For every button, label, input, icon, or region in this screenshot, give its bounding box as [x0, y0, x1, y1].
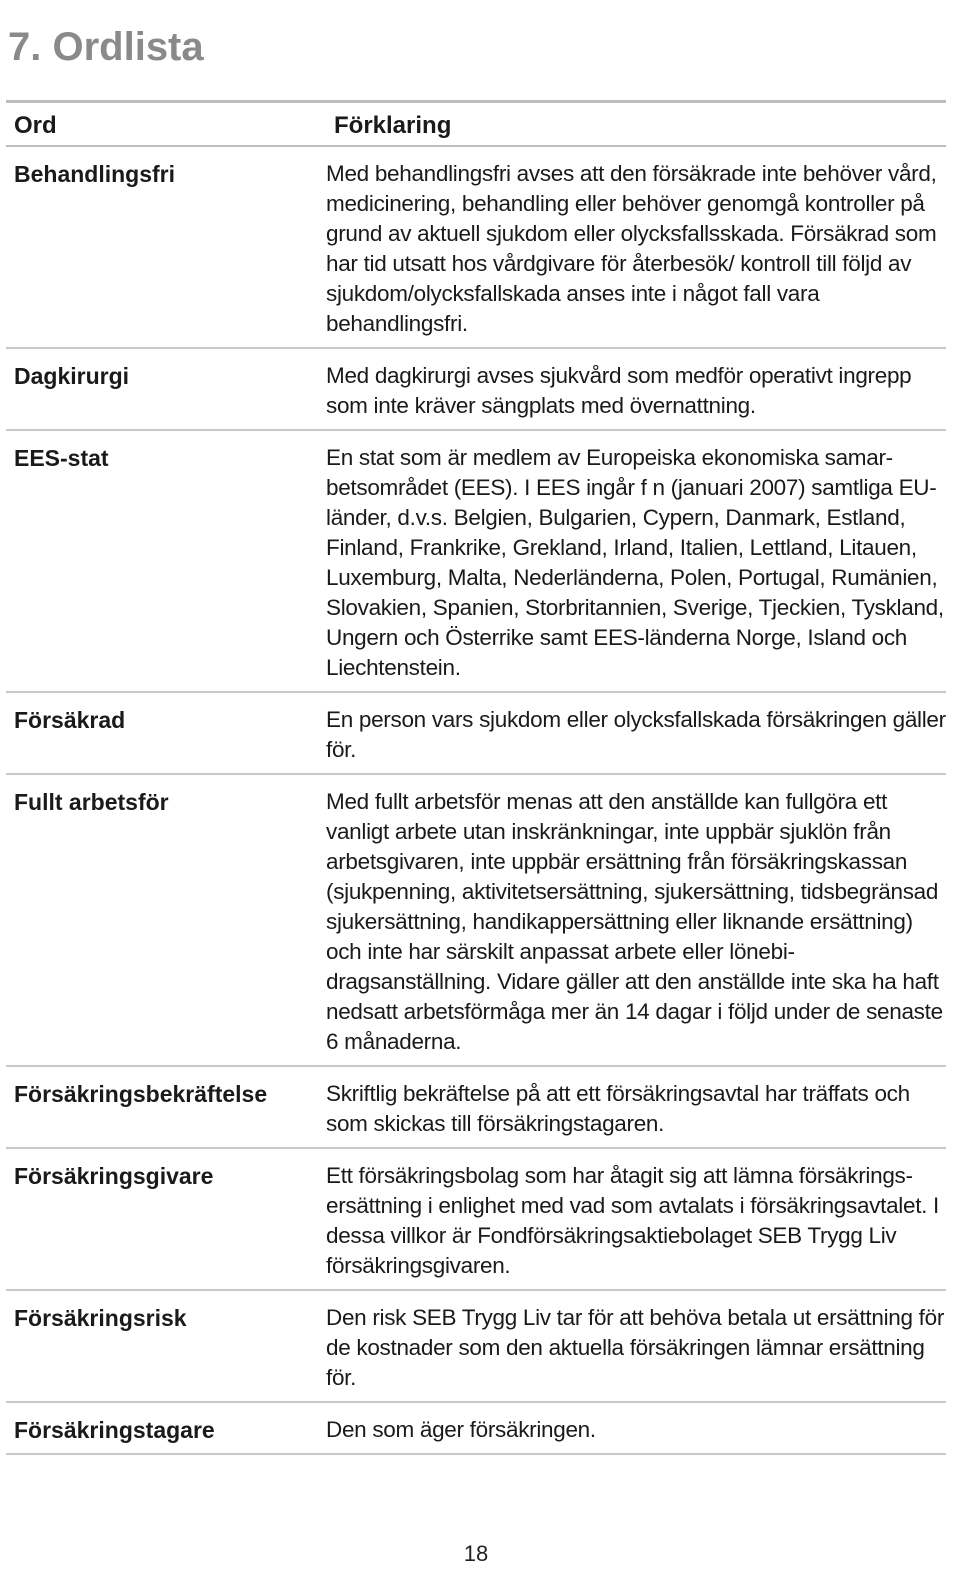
table-row — [6, 1066, 946, 1148]
term-cell: Försäkrad — [6, 692, 312, 774]
term-cell: Försäkringsgivare — [6, 1148, 312, 1290]
definition-cell: En stat som är medlem av Europeiska ekonomiska samarbetsområdet (EES). I EES ingår f n (januari 2007) samtliga EU-länder, d.v.s. Belgien, Bulgarien, Cypern, Danmark, Estland, Finland, Frankrike, Grekland, Irland, Italien, Lettland, Litauen, Luxemburg, Malta, Nederländerna, Polen, Portugal, Rumänien, Slovakien, Spanien, Storbritannien, Sverige, Tjeckien, Tyskland, Ungern och Österrike samt EES-länderna Norge, Island och Liechtenstein. — [312, 430, 946, 692]
definition-cell: Den risk SEB Trygg Liv tar för att behöva betala ut ersättning för de kostnader som den aktuella försäkringen lämnar ersättning för. — [312, 1290, 946, 1402]
definition-cell: Med fullt arbetsför menas att den anställde kan fullgöra ett vanligt arbete utan inskränkningar, inte uppbär sjuklön från arbetsgivaren, inte uppbär ersättning från försäkringskassan (sjukpenning, aktivitetsersättning, sjukersättning, tidsbegränsad sjukersättning, handikappersättning eller liknande ersättning) och inte har särskilt anpassat arbete eller lönebidragsanställning. Vidare gäller att den anställde inte ska ha haft nedsatt arbetsförmåga mer än 14 dagar i följd under de senaste 6 månaderna. — [312, 774, 946, 1066]
page-title: 7. Ordlista — [8, 24, 204, 69]
table-row — [6, 348, 946, 430]
table-row — [6, 430, 946, 692]
table-row — [6, 1148, 946, 1290]
term-cell: Försäkringsbekräftelse — [6, 1066, 312, 1148]
table-row — [6, 1402, 946, 1454]
column-header-term: Ord — [6, 102, 312, 147]
table-row — [6, 774, 946, 1066]
term-cell: Fullt arbetsför — [6, 774, 312, 1066]
term-cell: Försäkringsrisk — [6, 1290, 312, 1402]
header-row — [6, 102, 946, 147]
definition-cell: En person vars sjukdom eller olycksfallskada försäkringen gäller för. — [312, 692, 946, 774]
glossary-table — [6, 100, 946, 1455]
definition-cell: Den som äger försäkringen. — [312, 1402, 946, 1454]
definition-cell: Skriftlig bekräftelse på att ett försäkringsavtal har träffats och som skickas till försäkringstagaren. — [312, 1066, 946, 1148]
table-row — [6, 692, 946, 774]
column-header-definition: Förklaring — [312, 102, 946, 147]
table-row — [6, 146, 946, 348]
page-number: 18 — [463, 1541, 489, 1566]
term-cell: EES-stat — [6, 430, 312, 692]
glossary-table-header — [6, 102, 946, 147]
term-cell: Försäkringstagare — [6, 1402, 312, 1454]
term-cell: Behandlingsfri — [6, 146, 312, 348]
table-row — [6, 1290, 946, 1402]
definition-cell: Med behandlingsfri avses att den försäkrade inte behöver vård, medicinering, behandling eller behöver genomgå kontroller på grund av aktuell sjukdom eller olycksfallsskada. Försäkrad som har tid utsatt hos vårdgivare för återbesök/ kontroll till följd av sjukdom/olycksfallskada anses inte i något fall vara behandlingsfri. — [312, 146, 946, 348]
term-cell: Dagkirurgi — [6, 348, 312, 430]
definition-cell: Med dagkirurgi avses sjukvård som medför operativt ingrepp som inte kräver sängplats med övernattning. — [312, 348, 946, 430]
definition-cell: Ett försäkringsbolag som har åtagit sig att lämna försäkringsersättning i enlighet med vad som avtalats i försäkringsavtalet. I dessa villkor är Fondförsäkringsaktiebolaget SEB Trygg Liv försäkringsgivaren. — [312, 1148, 946, 1290]
glossary-table-body — [6, 146, 946, 1454]
